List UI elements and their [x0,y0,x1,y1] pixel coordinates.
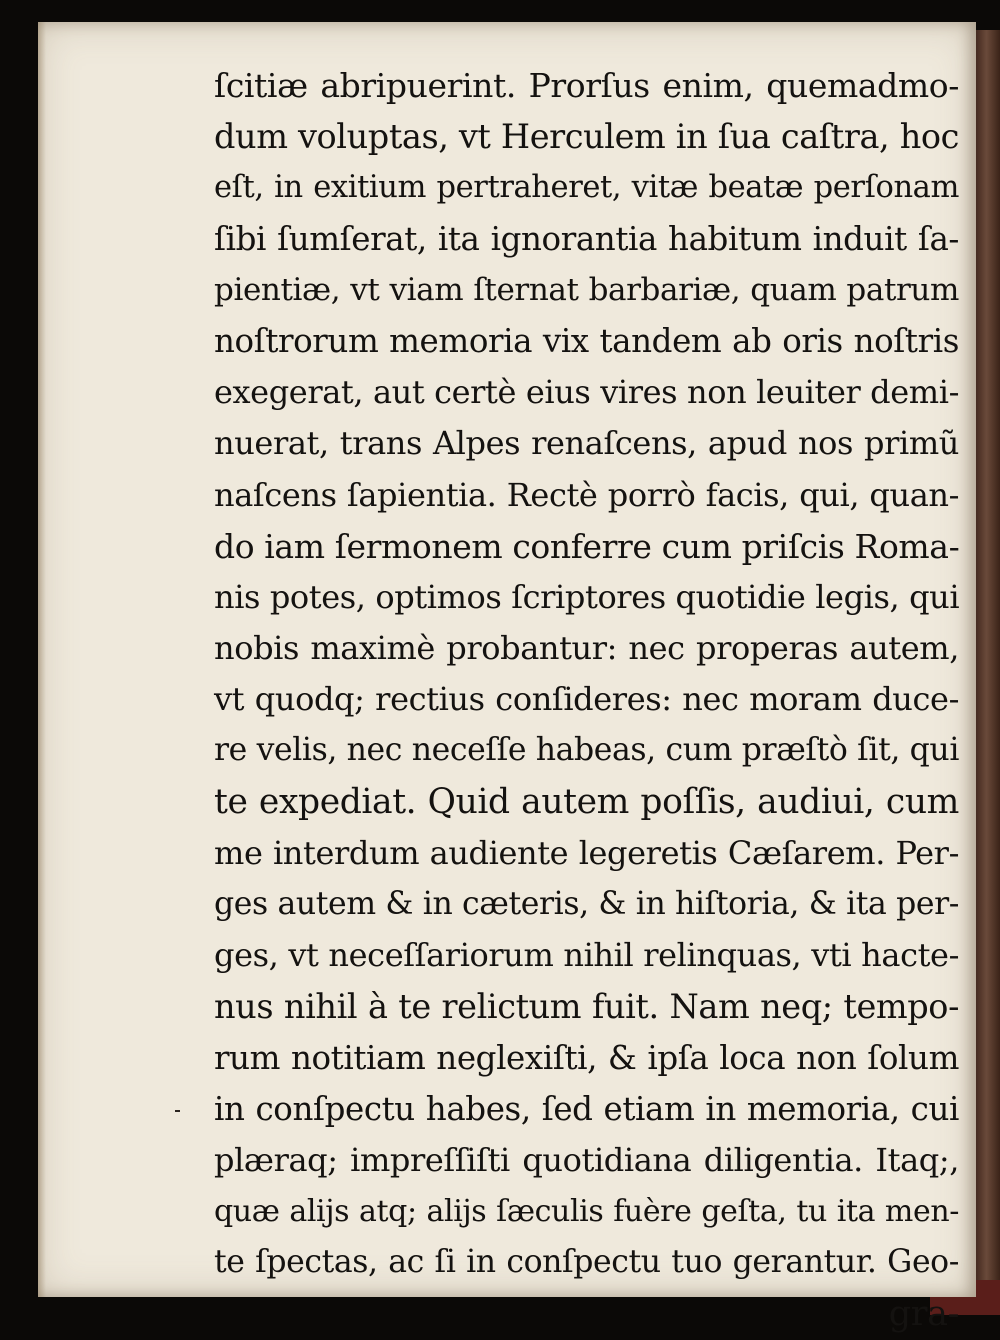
text-line: ſibi ſumſerat, ita ignorantia habitum induit ſa- [214,219,959,258]
catchword: gra- [888,1293,959,1334]
text-line: te ſpectas, ac ſi in conſpectu tuo gerantur. Geo- [214,1244,959,1281]
text-line: quæ alijs atq; alijs ſæculis fuère geſta, tu ita men- [214,1194,959,1230]
text-line: vt quodq; rectius conſideres: nec moram duce- [214,680,959,719]
text-line: nuerat, trans Alpes renaſcens, apud nos primũ [214,424,959,463]
text-line: ges autem & in cæteris, & in hiſtoria, & ita per- [214,886,959,922]
page-gutter-shade [38,22,46,1297]
text-line: do iam ſermonem conferre cum priſcis Roma- [214,526,960,566]
text-line: exegerat, aut certè eius vires non leuiter demi- [214,373,959,412]
text-line: rum notitiam neglexiſti, & ipſa loca non ſolum [214,1038,959,1077]
text-line: noſtrorum memoria vix tandem ab oris noſtris [214,321,959,360]
text-line: nus nihil à te relictum fuit. Nam neq; tempo- [214,987,959,1027]
margin-mark [175,1110,180,1112]
text-line: ges, vt neceſſariorum nihil relinquas, vti hacte- [214,936,959,975]
text-line: naſcens ſapientia. Rectè porrò facis, qui, quan- [214,475,959,514]
text-line: ſcitiæ abripuerint. Prorſus enim, quemadmo- [214,66,959,105]
text-line: dum voluptas, vt Herculem in ſua caſtra, hoc [214,117,959,157]
text-line: pientiæ, vt viam ſternat barbariæ, quam patrum [214,271,959,308]
text-line: nis potes, optimos ſcriptores quotidie legis, qui [214,577,960,616]
text-line: nobis maximè probantur: nec properas autem, [214,629,959,668]
text-line: te expediat. Quid autem poſſis, audiui, cum [214,781,959,822]
text-line: re velis, nec neceſſe habeas, cum præſtò ſit, qui [214,732,959,769]
text-line: plæraq; impreſſiſti quotidiana diligentia. Itaq;, [214,1140,959,1179]
body-text [214,60,974,1340]
text-line: eſt, in exitium pertraheret, vitæ beatæ perſonam [214,170,959,206]
text-line: in conſpectu habes, ſed etiam in memoria, cui [214,1089,959,1128]
text-line: me interdum audiente legeretis Cæſarem. Per- [214,833,959,872]
